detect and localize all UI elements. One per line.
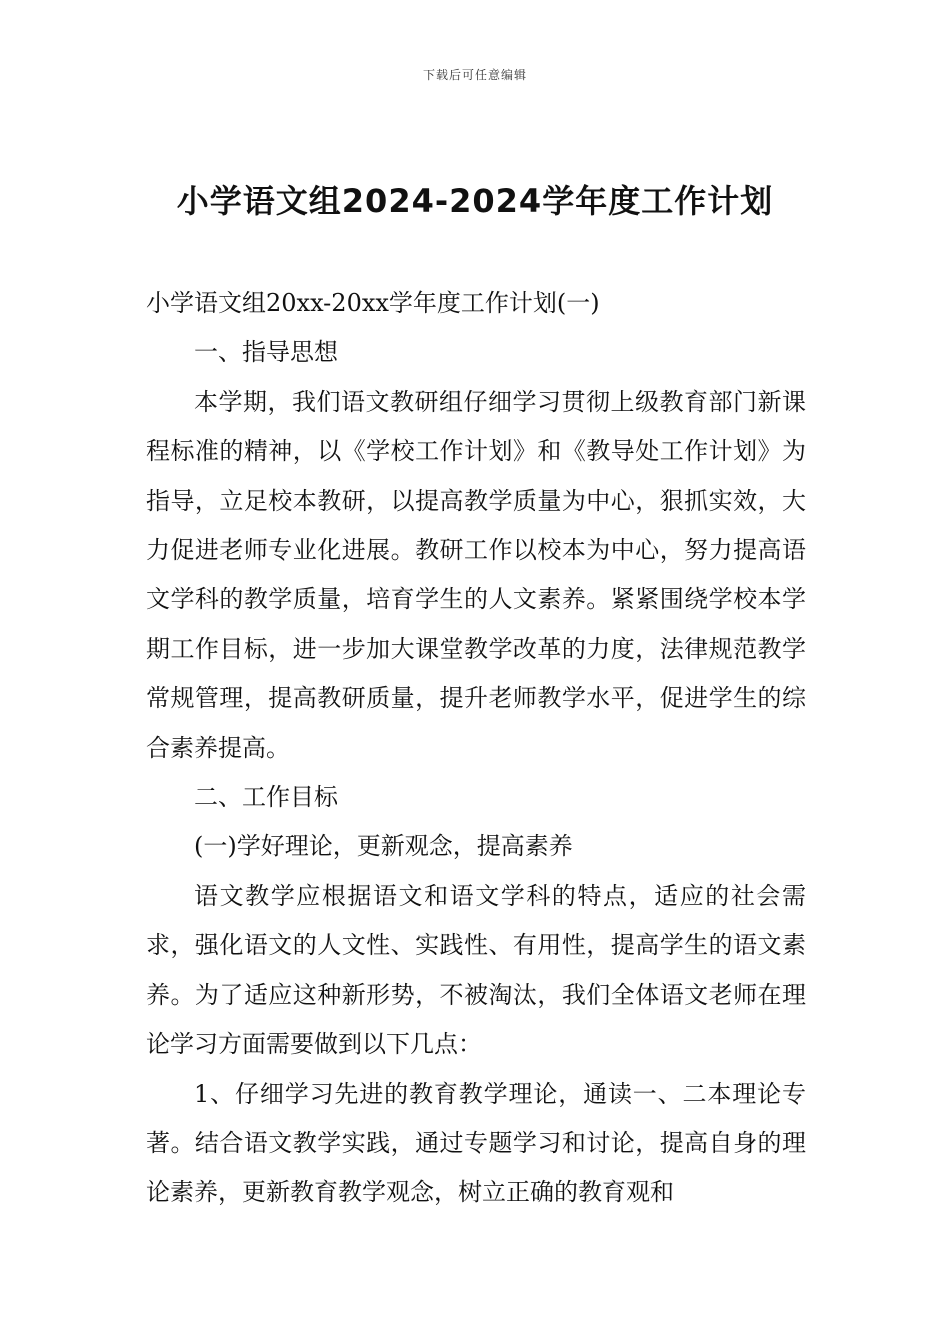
document-title: 小学语文组2024-2024学年度工作计划 [176, 182, 774, 220]
paragraph-theory: 语文教学应根据语文和语文学科的特点，适应的社会需求，强化语文的人文性、实践性、有用性，提高学生的语文素养。为了适应这种新形势，不被淘汰，我们全体语文老师在理论学习方面需要做到以下几点： [146, 881, 806, 1059]
section-heading-guiding-ideology: 一、指导思想 [194, 338, 338, 367]
plan-subtitle: 小学语文组20xx-20xx学年度工作计划(一) [146, 289, 600, 317]
paragraph-guiding-ideology: 本学期，我们语文教研组仔细学习贯彻上级教育部门新课程标准的精神，以《学校工作计划》和《教导处工作计划》为指导，立足校本教研，以提高教学质量为中心，狠抓实效，大力促进老师专业化进展。教研工作以校本为中心，努力提高语文学科的教学质量，培育学生的人文素养。紧紧围绕学校本学期工作目标，进一步加大课堂教学改革的力度，法律规范教学常规管理，提高教研质量，提升老师教学水平，促进学生的综合素养提高。 [146, 387, 806, 762]
subsection-heading-theory: (一)学好理论，更新观念，提高素养 [194, 832, 573, 861]
document-body [146, 279, 806, 1218]
paragraph-item-1: 1、仔细学习先进的教育教学理论，通读一、二本理论专著。结合语文教学实践，通过专题学习和讨论，提高自身的理论素养，更新教育教学观念，树立正确的教育观和 [146, 1079, 806, 1207]
section-heading-work-goals: 二、工作目标 [194, 783, 338, 812]
page-header-note: 下载后可任意编辑 [422, 68, 527, 82]
